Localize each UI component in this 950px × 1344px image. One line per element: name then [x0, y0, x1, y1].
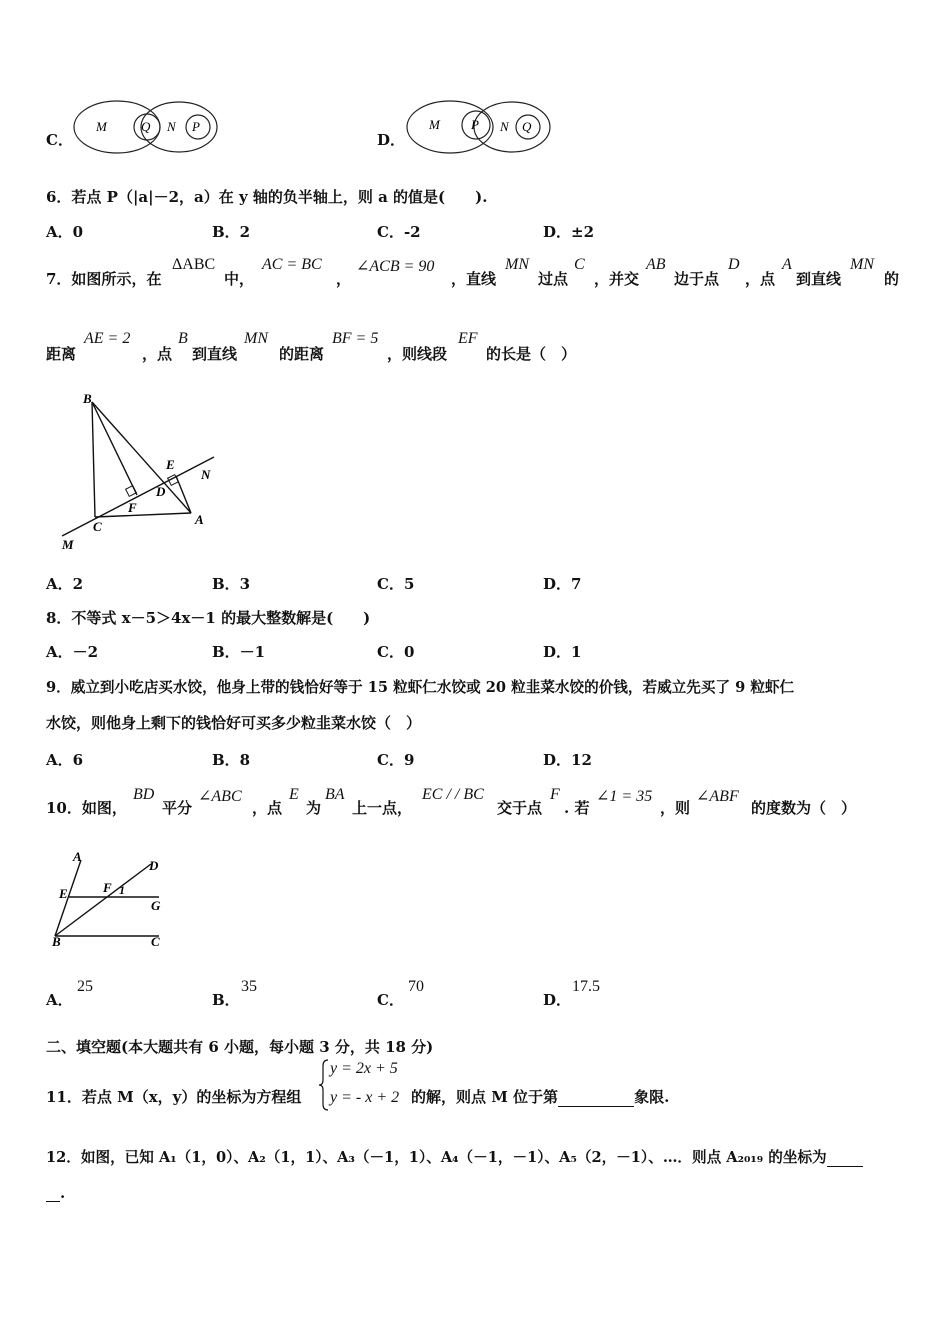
q12-stem-end: [46, 1184, 65, 1202]
q10-math-ec-parallel-bc: EC / / BC: [422, 786, 484, 803]
q7-stem-part: 的距离: [279, 345, 325, 363]
label-c: C: [151, 934, 160, 949]
venn-label-n: N: [167, 119, 176, 134]
q10-stem-part: ，点: [252, 799, 283, 817]
label-m: M: [62, 537, 74, 552]
q10-stem-part: . 若: [564, 799, 590, 817]
q10-option-c-value: 70: [408, 978, 424, 995]
q7-math-a: A: [782, 256, 792, 273]
venn-ellipse-n: [141, 102, 217, 152]
q7-option-b: B．3: [212, 575, 251, 593]
q7-math-ac-bc: AC = BC: [262, 256, 322, 273]
q10-option-c-label: C．: [377, 991, 404, 1009]
q10-stem-part: ，则: [660, 799, 691, 817]
q12-answer-blank[interactable]: [827, 1152, 863, 1167]
segment-ca: [95, 513, 191, 517]
q6-stem: 6．若点 P（|a|－2，a）在 y 轴的负半轴上，则 a 的值是( ).: [46, 188, 488, 206]
q7-stem-part: ，点: [142, 345, 173, 363]
q7-stem-part: ，则线段: [387, 345, 448, 363]
q9-option-b: B．8: [212, 751, 251, 769]
q7-stem-part: ，: [336, 270, 352, 288]
venn-ellipse-n: [474, 102, 550, 152]
label-angle-1: 1: [119, 883, 125, 897]
q11-equation-1: y = 2x + 5: [330, 1060, 398, 1077]
q10-option-b-value: 35: [241, 978, 257, 995]
q7-math-ef: EF: [458, 330, 478, 347]
label-g: G: [151, 898, 161, 913]
line-mn: [62, 457, 214, 536]
label-a: A: [195, 512, 204, 527]
q8-stem: 8．不等式 x－5＞4x－1 的最大整数解是( ): [46, 609, 371, 627]
q7-stem-part: 到直线: [796, 270, 842, 288]
q10-math-ba: BA: [325, 786, 345, 803]
q11-stem-part: [411, 1086, 669, 1107]
section-title-fill-in: 二、填空题(本大题共有 6 小题，每小题 3 分，共 18 分): [46, 1038, 434, 1056]
q10-math-angle-abc: ∠ABC: [198, 788, 242, 805]
label-b: B: [83, 391, 92, 406]
venn-label-p: P: [471, 117, 479, 132]
q7-stem-part: 到直线: [192, 345, 238, 363]
q7-option-a: A．2: [46, 575, 84, 593]
q7-math-angle-acb: ∠ACB = 90: [356, 258, 435, 275]
label-a: A: [73, 849, 82, 864]
q7-math-d: D: [728, 256, 740, 273]
q6-option-d: D．±2: [543, 223, 595, 241]
q7-math-mn: MN: [244, 330, 268, 347]
label-n: N: [201, 467, 211, 482]
q7-option-d: D．7: [543, 575, 582, 593]
q7-stem-part: ，并交: [594, 270, 640, 288]
q5-option-d-venn: [405, 98, 555, 156]
ray-bd: [55, 864, 151, 936]
q9-stem-line2: 水饺，则他身上剩下的钱恰好可买多少粒韭菜水饺（ ）: [46, 714, 422, 732]
venn-label-m: M: [429, 117, 440, 132]
q7-stem-part: 中，: [224, 270, 255, 288]
q7-math-ab: AB: [646, 256, 666, 273]
q10-math-bd: BD: [133, 786, 155, 803]
q10-option-d-label: D．: [543, 991, 572, 1009]
q10-option-a-label: A．: [46, 991, 73, 1009]
segment-bf: [92, 402, 137, 495]
q10-math-f: F: [550, 786, 560, 803]
q7-math-mn: MN: [505, 256, 529, 273]
q10-stem-part: 为: [306, 799, 322, 817]
q12-text: 12．如图，已知 A₁（1，0）、A₂（1，1）、A₃（－1，1）、A₄（－1，－1）、A₅（2，－1）、…．则点 A₂₀₁₉ 的坐标为: [46, 1149, 827, 1166]
q8-option-b: B．－1: [212, 643, 266, 661]
q7-math-ae: AE = 2: [84, 330, 131, 347]
q8-option-d: D．1: [543, 643, 582, 661]
q7-stem-part: 过点: [538, 270, 569, 288]
label-f: F: [103, 880, 112, 895]
venn-label-n: N: [500, 119, 509, 134]
q10-stem-part: 上一点，: [352, 799, 413, 817]
q10-figure: [45, 848, 175, 952]
q11-text: 象限.: [634, 1088, 670, 1106]
label-b: B: [52, 934, 61, 949]
q10-math-angle-1: ∠1 = 35: [596, 788, 653, 805]
q11-stem-part: 11．若点 M（x，y）的坐标为方程组: [46, 1088, 302, 1106]
q10-stem-part: 10．如图，: [46, 799, 127, 817]
q8-option-a: A．－2: [46, 643, 99, 661]
venn-ellipse-m: [407, 101, 493, 153]
q7-stem-part: ，直线: [451, 270, 497, 288]
q12-stem: [46, 1146, 863, 1167]
q10-option-d-value: 17.5: [572, 978, 600, 995]
label-e: E: [59, 886, 68, 901]
q6-option-a: A．0: [46, 223, 84, 241]
q5-option-d-label: D．: [377, 131, 406, 149]
q5-option-c-venn: [72, 98, 222, 156]
q7-math-triangle: ΔABC: [172, 256, 216, 273]
q7-option-c: C．5: [377, 575, 415, 593]
q9-option-a: A．6: [46, 751, 84, 769]
q10-math-angle-abf: ∠ABF: [696, 788, 739, 805]
q9-option-c: C．9: [377, 751, 415, 769]
q10-stem-part: 交于点: [497, 799, 543, 817]
q5-option-c-label: C．: [46, 131, 73, 149]
label-d: D: [156, 484, 166, 499]
q11-equation-2: y = - x + 2: [330, 1089, 400, 1106]
q7-stem-part: 距离: [46, 345, 77, 363]
q10-option-a-value: 25: [77, 978, 93, 995]
q6-option-b: B．2: [212, 223, 251, 241]
segment-ba: [92, 402, 191, 513]
q8-option-c: C．0: [377, 643, 415, 661]
q7-figure: [50, 388, 225, 558]
venn-label-m: M: [96, 119, 107, 134]
venn-label-p: P: [192, 119, 200, 134]
q7-math-c: C: [574, 256, 585, 273]
segment-bc: [92, 402, 95, 517]
venn-label-q: Q: [141, 119, 151, 134]
q10-stem-part: 的度数为（ ）: [751, 799, 857, 817]
label-d: D: [149, 858, 159, 873]
q11-text: 的解，则点 M 位于第: [411, 1088, 559, 1106]
q10-option-b-label: B．: [212, 991, 240, 1009]
q12-tail: .: [60, 1184, 66, 1202]
q7-math-mn: MN: [850, 256, 874, 273]
q10-math-e: E: [289, 786, 299, 803]
q11-system-brace: [318, 1058, 330, 1112]
q10-stem-part: 平分: [162, 799, 193, 817]
q12-answer-blank-cont[interactable]: [46, 1187, 60, 1202]
venn-label-q: Q: [522, 119, 532, 134]
q7-stem-part: ，点: [745, 270, 776, 288]
q7-math-b: B: [178, 330, 188, 347]
q7-stem-part: 边于点: [674, 270, 720, 288]
q7-math-bf: BF = 5: [332, 330, 379, 347]
q7-stem-part: 的: [884, 270, 900, 288]
q6-option-c: C．-2: [377, 223, 421, 241]
q7-stem-part: 7．如图所示，在: [46, 270, 162, 288]
label-e: E: [166, 457, 175, 472]
q7-stem-part: 的长是（ ）: [486, 345, 577, 363]
label-c: C: [93, 519, 102, 534]
label-f: F: [128, 500, 137, 515]
q9-stem-line1: 9．威立到小吃店买水饺，他身上带的钱恰好等于 15 粒虾仁水饺或 20 粒韭菜水饺的价钱，若威立先买了 9 粒虾仁: [46, 679, 795, 696]
q11-answer-blank[interactable]: [558, 1092, 634, 1107]
q9-option-d: D．12: [543, 751, 592, 769]
